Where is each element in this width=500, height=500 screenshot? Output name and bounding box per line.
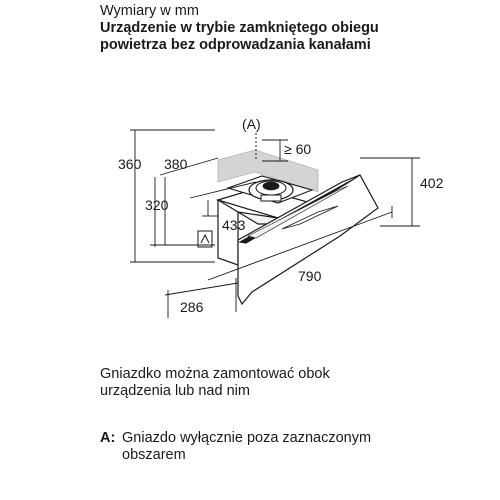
header <box>100 3 379 54</box>
legend <box>100 430 490 464</box>
dim-depth-bottom: 286 <box>180 299 204 315</box>
dim-min-clearance: ≥ 60 <box>284 141 312 157</box>
legend-text <box>122 430 452 464</box>
legend-line-2: obszarem <box>122 447 186 463</box>
dim-depth-top: 380 <box>164 156 188 172</box>
dim-height-front: 402 <box>420 175 444 191</box>
units-label: Wymiary w mm <box>100 3 199 19</box>
socket-note <box>100 366 480 400</box>
dim-total-height: 360 <box>118 156 142 172</box>
title-line-1: Urządzenie w trybie zamkniętego obiegu <box>100 20 379 36</box>
legend-key: A: <box>100 430 116 446</box>
legend-line-1: Gniazdo wyłącznie poza zaznaczonym <box>122 430 372 446</box>
dim-width-total: 790 <box>298 268 322 284</box>
callout-label: (A) <box>242 116 261 132</box>
dim-width-inner: 433 <box>222 217 246 233</box>
title-line-2: powietrza bez odprowadzania kanałami <box>100 37 371 53</box>
note-line-1: Gniazdko można zamontować obok <box>100 366 330 382</box>
note-line-2: urządzenia lub nad nim <box>100 383 250 399</box>
dimension-drawing <box>0 110 500 325</box>
dim-depth-mid: 320 <box>145 197 169 213</box>
